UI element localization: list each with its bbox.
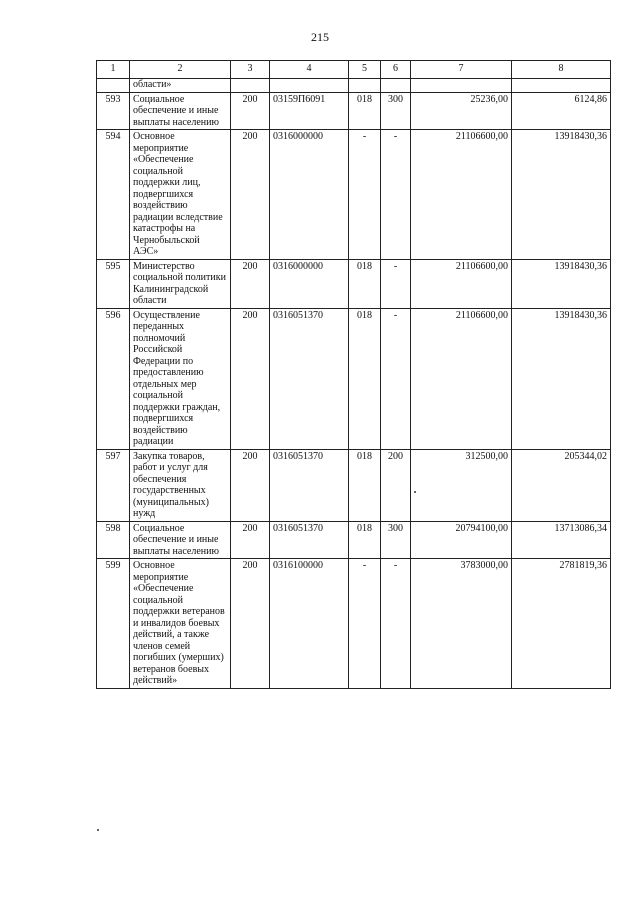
header-col-6: 6 xyxy=(381,61,411,79)
row-col-4: 0316051370 xyxy=(270,308,349,449)
header-col-3: 3 xyxy=(231,61,270,79)
row-col-3: 200 xyxy=(231,130,270,260)
row-number: 597 xyxy=(97,449,130,521)
row-col-8 xyxy=(512,79,611,93)
row-number: 599 xyxy=(97,559,130,689)
header-col-7: 7 xyxy=(411,61,512,79)
row-col-7 xyxy=(411,79,512,93)
row-number: 593 xyxy=(97,92,130,130)
row-col-6: 300 xyxy=(381,521,411,559)
row-col-8: 6124,86 xyxy=(512,92,611,130)
row-col-6 xyxy=(381,79,411,93)
row-col-3: 200 xyxy=(231,92,270,130)
row-col-3: 200 xyxy=(231,559,270,689)
row-col-5: 018 xyxy=(349,521,381,559)
row-col-5: 018 xyxy=(349,92,381,130)
header-col-8: 8 xyxy=(512,61,611,79)
row-col-7: 25236,00 xyxy=(411,92,512,130)
row-number: 598 xyxy=(97,521,130,559)
row-col-8: 2781819,36 xyxy=(512,559,611,689)
row-col-6: - xyxy=(381,308,411,449)
row-col-3: 200 xyxy=(231,259,270,308)
row-col-4 xyxy=(270,79,349,93)
row-col-8: 13918430,36 xyxy=(512,308,611,449)
table-row xyxy=(97,308,611,449)
row-name: Социальное обеспечение и иные выплаты населению xyxy=(130,92,231,130)
row-col-5: 018 xyxy=(349,308,381,449)
row-col-7: 3783000,00 xyxy=(411,559,512,689)
table-row xyxy=(97,259,611,308)
row-col-7: 21106600,00 xyxy=(411,130,512,260)
row-name: Основное мероприятие «Обеспечение социальной поддержки ветеранов и инвалидов боевых действий, а также членов семей погибших (умерших) ветеранов боевых действий» xyxy=(130,559,231,689)
row-number: 596 xyxy=(97,308,130,449)
row-col-4: 0316051370 xyxy=(270,521,349,559)
row-col-3 xyxy=(231,79,270,93)
header-col-2: 2 xyxy=(130,61,231,79)
table-row xyxy=(97,92,611,130)
row-number: 594 xyxy=(97,130,130,260)
row-col-3: 200 xyxy=(231,449,270,521)
table-row xyxy=(97,79,611,93)
row-col-6: - xyxy=(381,130,411,260)
row-col-8: 13918430,36 xyxy=(512,259,611,308)
row-col-6: - xyxy=(381,259,411,308)
row-col-4: 0316000000 xyxy=(270,130,349,260)
row-name: Осуществление переданных полномочий Российской Федерации по предоставлению отдельных мер социальной поддержки граждан, подвергшихся воздействию радиации xyxy=(130,308,231,449)
row-col-7: 312500,00 xyxy=(411,449,512,521)
scan-speck xyxy=(414,491,416,493)
table-row xyxy=(97,559,611,689)
row-col-4: 0316100000 xyxy=(270,559,349,689)
row-col-4: 0316000000 xyxy=(270,259,349,308)
row-col-7: 20794100,00 xyxy=(411,521,512,559)
row-name: Министерство социальной политики Калининградской области xyxy=(130,259,231,308)
row-col-8: 205344,02 xyxy=(512,449,611,521)
header-col-4: 4 xyxy=(270,61,349,79)
row-col-7: 21106600,00 xyxy=(411,259,512,308)
row-number xyxy=(97,79,130,93)
row-name: области» xyxy=(130,79,231,93)
row-col-5: - xyxy=(349,130,381,260)
row-name: Основное мероприятие «Обеспечение социальной поддержки лиц, подвергшихся воздействию радиации вследствие катастрофы на Чернобыльской АЭС» xyxy=(130,130,231,260)
budget-table xyxy=(96,60,611,689)
header-col-5: 5 xyxy=(349,61,381,79)
row-col-6: 200 xyxy=(381,449,411,521)
table-row xyxy=(97,130,611,260)
row-col-5: 018 xyxy=(349,449,381,521)
row-number: 595 xyxy=(97,259,130,308)
row-col-8: 13918430,36 xyxy=(512,130,611,260)
row-col-3: 200 xyxy=(231,521,270,559)
row-col-3: 200 xyxy=(231,308,270,449)
row-col-8: 13713086,34 xyxy=(512,521,611,559)
scan-speck xyxy=(97,829,99,831)
row-col-6: 300 xyxy=(381,92,411,130)
page-number: 215 xyxy=(311,30,329,44)
header-col-1: 1 xyxy=(97,61,130,79)
table-row xyxy=(97,449,611,521)
header-row xyxy=(97,61,611,79)
row-col-5: 018 xyxy=(349,259,381,308)
row-name: Социальное обеспечение и иные выплаты населению xyxy=(130,521,231,559)
row-col-5: - xyxy=(349,559,381,689)
table-row xyxy=(97,521,611,559)
row-col-7: 21106600,00 xyxy=(411,308,512,449)
row-name: Закупка товаров, работ и услуг для обеспечения государственных (муниципальных) нужд xyxy=(130,449,231,521)
row-col-6: - xyxy=(381,559,411,689)
row-col-5 xyxy=(349,79,381,93)
row-col-4: 03159П6091 xyxy=(270,92,349,130)
row-col-4: 0316051370 xyxy=(270,449,349,521)
